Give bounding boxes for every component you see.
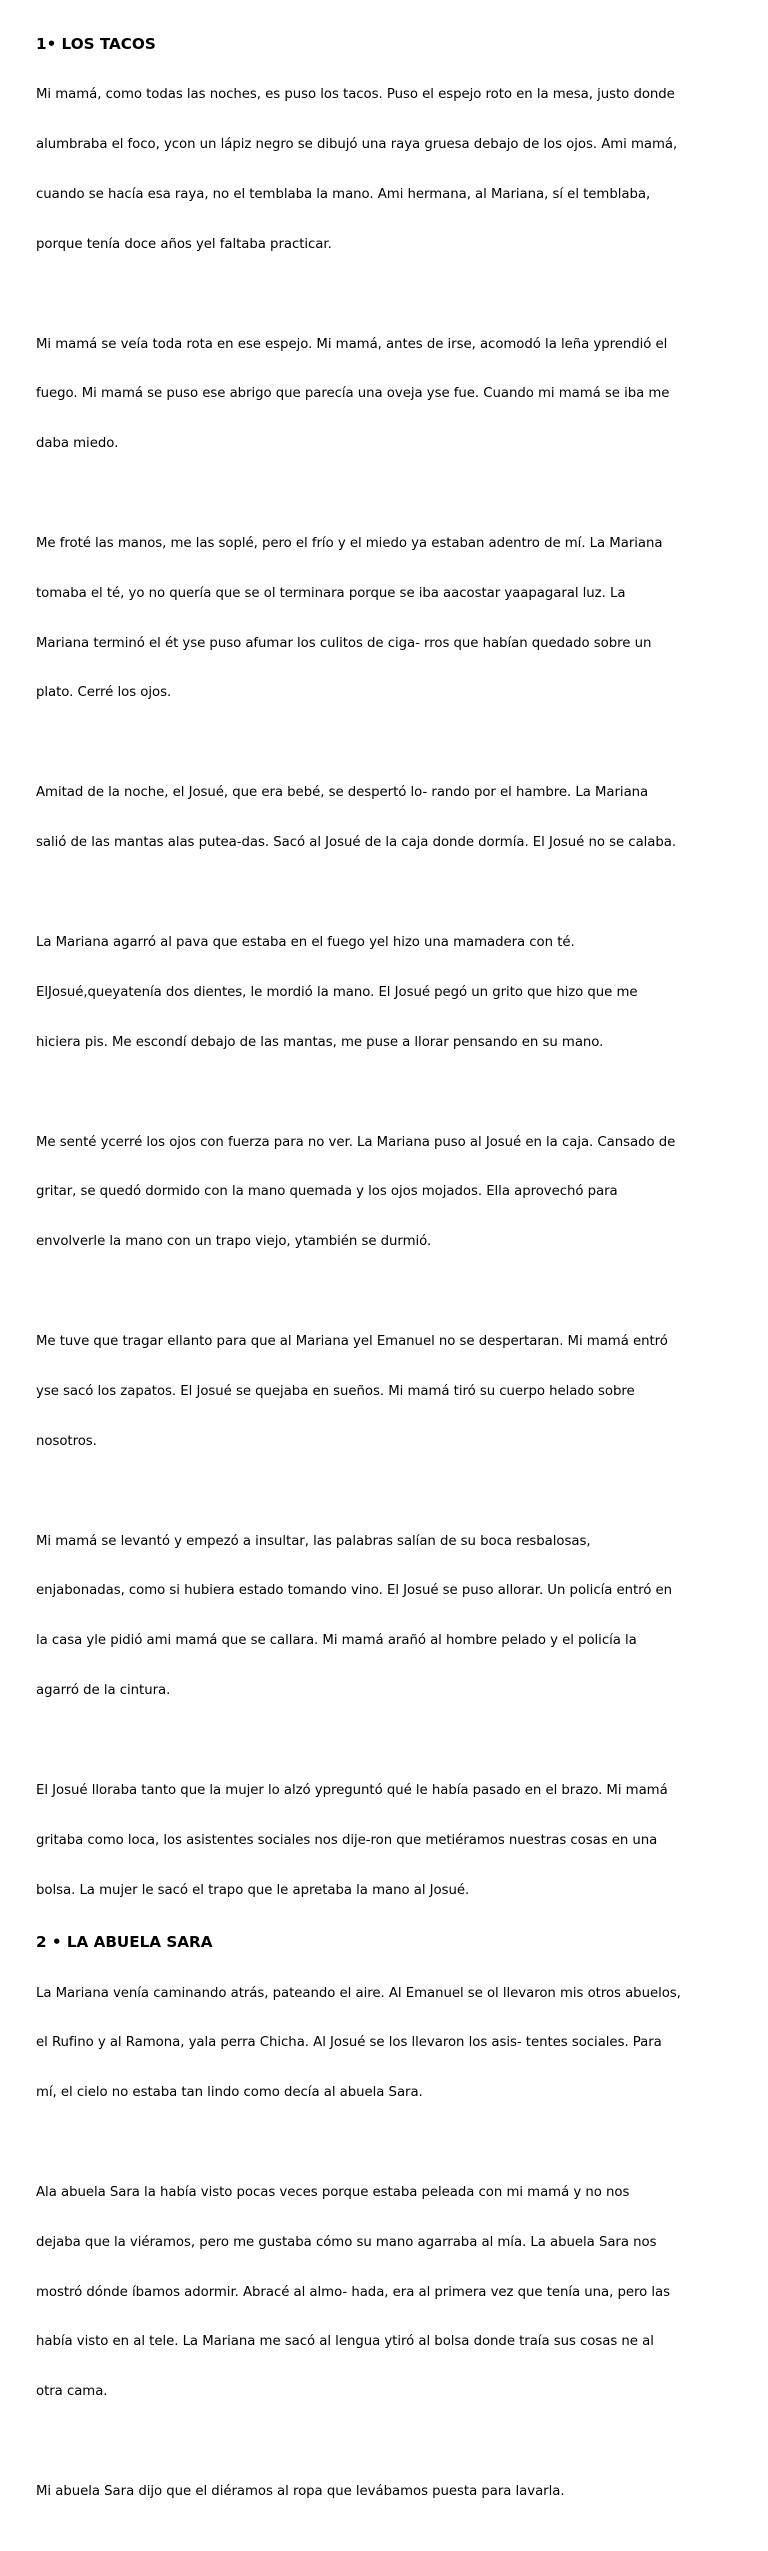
text-line: Ala abuela Sara la había visto pocas veces porque estaba peleada con mi mamá y no nos (36, 2185, 630, 2201)
text-line: Mi mamá, como todas las noches, es puso los tacos. Puso el espejo roto en la mesa, justo donde (36, 87, 675, 103)
text-line: nosotros. (36, 1433, 97, 1449)
paragraph-6 (36, 1101, 736, 1284)
text-line: ElJosué,queyatenía dos dientes, le mordió la mano. El Josué pegó un grito que hizo que me (36, 984, 638, 1000)
text-line: La Mariana venía caminando atrás, pateando el aire. Al Emanuel se ol llevaron mis otros abuelos, (36, 1985, 681, 2001)
paragraph-10 (36, 1952, 736, 2135)
text-line: dejaba que la viéramos, pero me gustaba cómo su mano agarraba al mía. La abuela Sara nos (36, 2234, 657, 2250)
text-line: Mi abuela Sara dijo que el diéramos al ropa que levábamos puesta para lavarla. (36, 2484, 565, 2500)
text-line: el Rufino y al Ramona, yala perra Chicha. Al Josué se los llevaron los asis- tentes sociales. Para (36, 2035, 662, 2051)
paragraph-2 (36, 303, 736, 486)
text-line: hiciera pis. Me escondí debajo de las mantas, me puse a llorar pensando en su mano. (36, 1034, 604, 1050)
paragraph-1 (36, 54, 736, 286)
text-line: mí, el cielo no estaba tan lindo como decía al abuela Sara. (36, 2085, 423, 2101)
paragraph-8 (36, 1501, 736, 1733)
text-line: Amitad de la noche, el Josué, que era bebé, se despertó lo- rando por el hambre. La Mariana (36, 785, 649, 801)
text-line: tomaba el té, yo no quería que se ol terminara porque se iba aacostar yaapagaral luz. La (36, 585, 626, 601)
text-line: El Josué lloraba tanto que la mujer lo alzó ypreguntó qué le había pasado en el brazo. Mi mamá (36, 1783, 668, 1798)
text-line: cuando se hacía esa raya, no el temblaba la mano. Ami hermana, al Mariana, sí el temblaba, (36, 186, 651, 202)
paragraph-9 (36, 1750, 736, 1933)
paragraph-3 (36, 503, 736, 735)
text-line: yse sacó los zapatos. El Josué se quejaba en sueños. Mi mamá tiró su cuerpo helado sobre (36, 1383, 635, 1399)
text-line: otra cama. (36, 2384, 108, 2400)
text-line: gritaba como loca, los asistentes sociales nos dije-ron que metiéramos nuestras cosas en una (36, 1832, 658, 1848)
text-line: Me senté ycerré los ojos con fuerza para no ver. La Mariana puso al Josué en la caja. Cansado de (36, 1134, 676, 1150)
paragraph-11 (36, 2152, 736, 2434)
text-line: fuego. Mi mamá se puso ese abrigo que parecía una oveja yse fue. Cuando mi mamá se iba me (36, 386, 670, 402)
text-line: mostró dónde íbamos adormir. Abracé al almo- hada, era al primera vez que tenía una, pero las (36, 2284, 671, 2300)
paragraph-5 (36, 902, 736, 1085)
text-line: daba miedo. (36, 436, 119, 452)
text-line: bolsa. La mujer le sacó el trapo que le apretaba la mano al Josué. (36, 1882, 470, 1898)
text-line: salió de las mantas alas putea-das. Sacó al Josué de la caja donde dormía. El Josué no se calaba. (36, 835, 677, 851)
text-line: envolverle la mano con un trapo viejo, ytambién se durmió. (36, 1234, 432, 1250)
text-line: plato. Cerré los ojos. (36, 685, 172, 701)
text-line: gritar, se quedó dormido con la mano quemada y los ojos mojados. Ella aprovechó para (36, 1184, 618, 1200)
text-line: Mi mamá se veía toda rota en ese espejo. Mi mamá, antes de irse, acomodó la leña yprendió el (36, 336, 668, 352)
paragraph-12 (36, 2451, 736, 2534)
paragraph-4 (36, 752, 736, 885)
section-1-title: 1• LOS TACOS (36, 35, 156, 53)
text-line: Me froté las manos, me las soplé, pero el frío y el miedo ya estaban adentro de mí. La Mariana (36, 536, 663, 552)
text-line: La Mariana agarró al pava que estaba en el fuego yel hizo una mamadera con té. (36, 935, 575, 951)
text-line: Me tuve que tragar ellanto para que al Mariana yel Emanuel no se despertaran. Mi mamá entró (36, 1334, 668, 1350)
text-line: había visto en al tele. La Mariana me sacó al lengua ytiró al bolsa donde traía sus cosas ne al (36, 2334, 654, 2350)
text-line: porque tenía doce años yel faltaba practicar. (36, 236, 332, 252)
text-line: alumbraba el foco, ycon un lápiz negro se dibujó una raya gruesa debajo de los ojos. Ami mamá, (36, 136, 678, 152)
text-line: enjabonadas, como si hubiera estado tomando vino. El Josué se puso allorar. Un policía entró en (36, 1583, 673, 1599)
paragraph-7 (36, 1301, 736, 1484)
text-line: la casa yle pidió ami mamá que se callara. Mi mamá arañó al hombre pelado y el policía la (36, 1633, 637, 1649)
document-page (36, 34, 736, 2551)
text-line: Mi mamá se levantó y empezó a insultar, las palabras salían de su boca resbalosas, (36, 1533, 591, 1549)
section-2-title: 2 • LA ABUELA SARA (36, 1933, 213, 1952)
text-line: agarró de la cintura. (36, 1683, 171, 1699)
text-line: Mariana terminó el ét yse puso afumar los culitos de ciga- rros que habían quedado sobre un (36, 635, 652, 651)
